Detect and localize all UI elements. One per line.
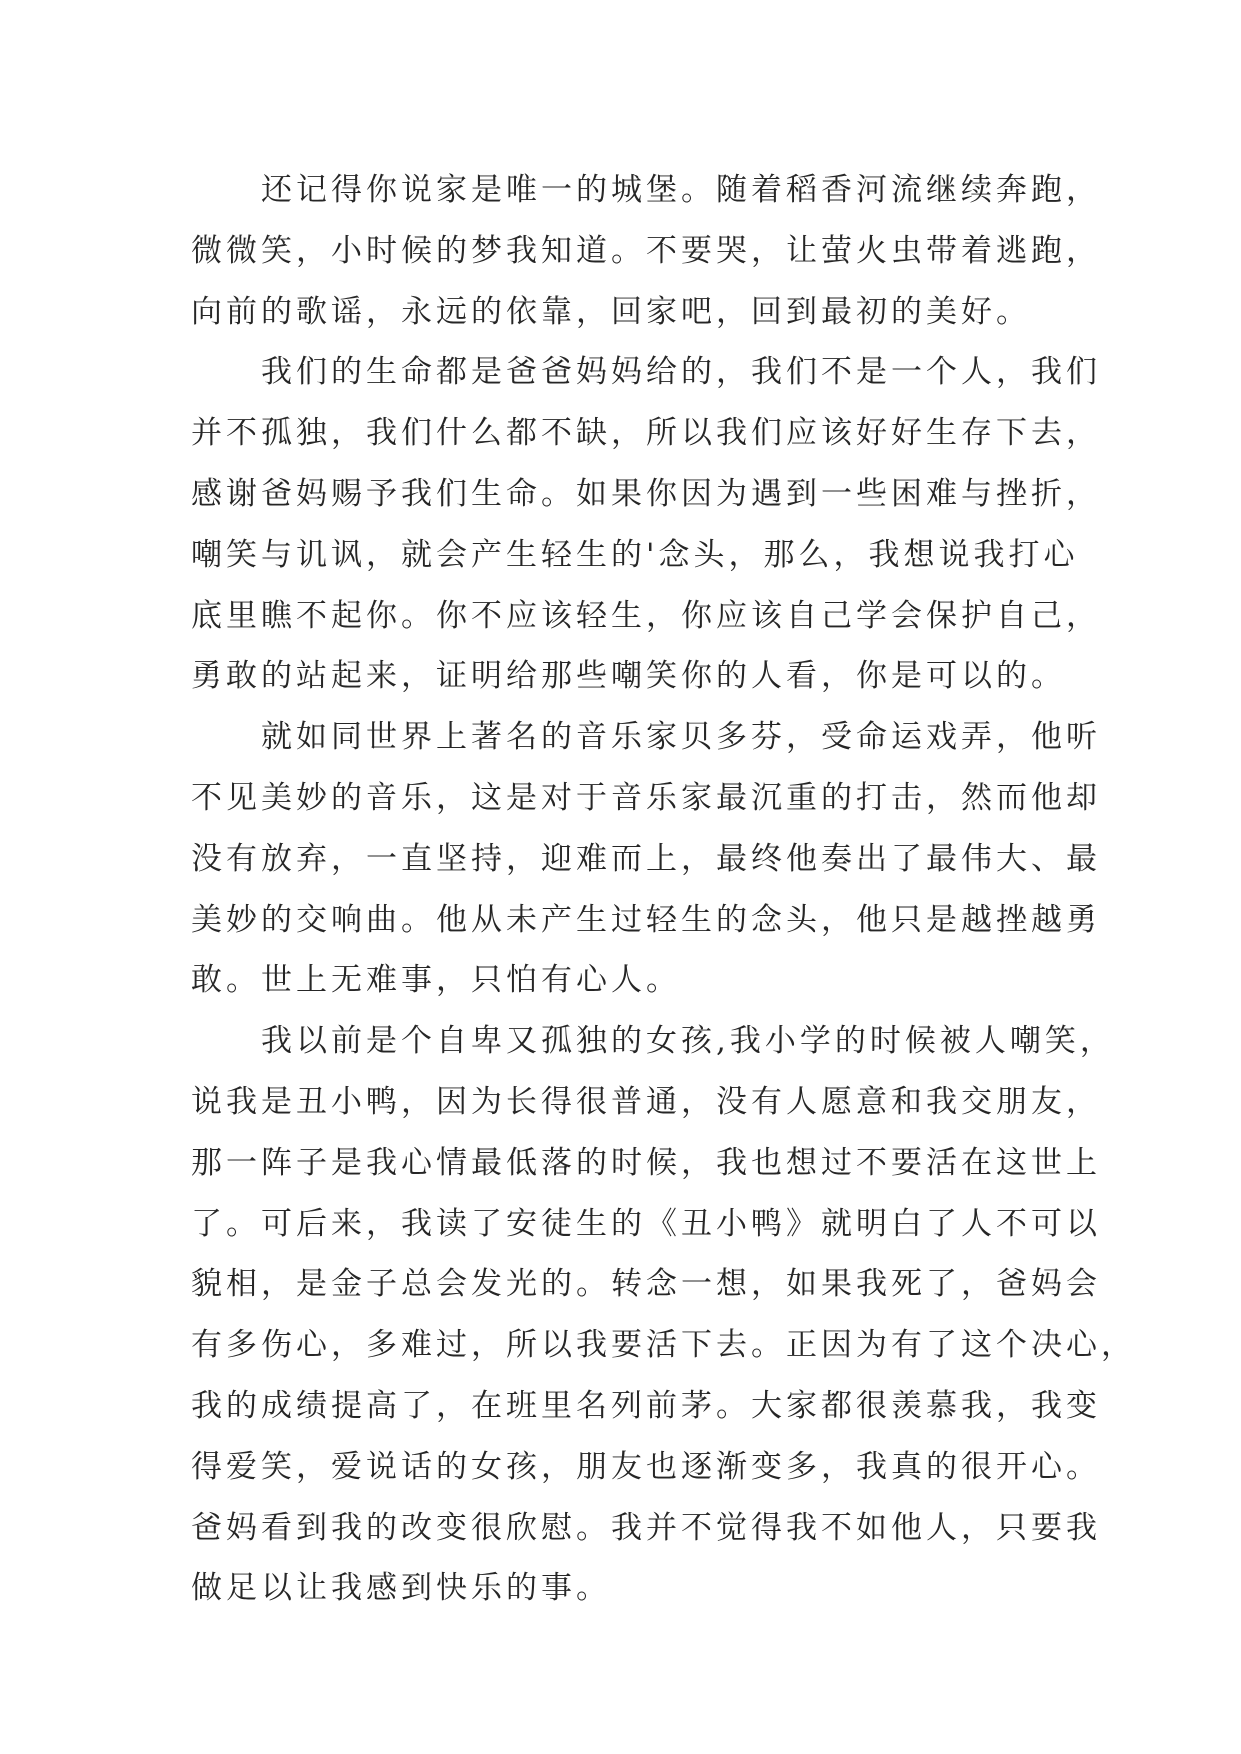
text-line: 底里瞧不起你。你不应该轻生，你应该自己学会保护自己， bbox=[191, 597, 1101, 634]
text-line: 我们的生命都是爸爸妈妈给的，我们不是一个人，我们 bbox=[261, 354, 1101, 391]
text-line: 勇敢的站起来，证明给那些嘲笑你的人看，你是可以的。 bbox=[191, 658, 1066, 695]
text-line: 说我是丑小鸭，因为长得很普通，没有人愿意和我交朋友， bbox=[191, 1083, 1101, 1120]
text-line: 我的成绩提高了，在班里名列前茅。大家都很羡慕我，我变 bbox=[191, 1387, 1101, 1424]
text-line: 我以前是个自卑又孤独的女孩,我小学的时候被人嘲笑， bbox=[261, 1023, 1115, 1060]
text-line: 貌相，是金子总会发光的。转念一想，如果我死了，爸妈会 bbox=[191, 1266, 1101, 1303]
text-line: 做足以让我感到快乐的事。 bbox=[191, 1570, 611, 1607]
text-line: 了。可后来，我读了安徒生的《丑小鸭》就明白了人不可以 bbox=[191, 1205, 1101, 1242]
text-line: 并不孤独，我们什么都不缺，所以我们应该好好生存下去， bbox=[191, 415, 1101, 452]
text-line: 微微笑，小时候的梦我知道。不要哭，让萤火虫带着逃跑， bbox=[191, 232, 1101, 269]
text-line: 那一阵子是我心情最低落的时候，我也想过不要活在这世上 bbox=[191, 1144, 1101, 1181]
text-line: 还记得你说家是唯一的城堡。随着稻香河流继续奔跑， bbox=[261, 172, 1101, 208]
paragraph-3 bbox=[191, 707, 1101, 1011]
paragraph-2 bbox=[191, 342, 1101, 707]
document-body bbox=[191, 160, 1136, 1619]
text-line: 感谢爸妈赐予我们生命。如果你因为遇到一些困难与挫折， bbox=[191, 475, 1101, 512]
paragraph-4 bbox=[191, 1011, 1136, 1619]
paragraph-1 bbox=[191, 160, 1101, 342]
text-line: 美妙的交响曲。他从未产生过轻生的念头，他只是越挫越勇 bbox=[191, 901, 1101, 938]
text-line: 不见美妙的音乐，这是对于音乐家最沉重的打击，然而他却 bbox=[191, 779, 1101, 816]
text-line: 爸妈看到我的改变很欣慰。我并不觉得我不如他人，只要我 bbox=[191, 1509, 1101, 1546]
text-line: 嘲笑与讥讽，就会产生轻生的'念头，那么，我想说我打心 bbox=[191, 536, 1079, 573]
text-line: 有多伤心，多难过，所以我要活下去。正因为有了这个决心， bbox=[191, 1327, 1136, 1364]
text-line: 敢。世上无难事，只怕有心人。 bbox=[191, 962, 681, 999]
text-line: 就如同世界上著名的音乐家贝多芬，受命运戏弄，他听 bbox=[261, 719, 1101, 756]
text-line: 得爱笑，爱说话的女孩，朋友也逐渐变多，我真的很开心。 bbox=[191, 1448, 1101, 1485]
text-line: 没有放弃，一直坚持，迎难而上，最终他奏出了最伟大、最 bbox=[191, 840, 1101, 877]
text-line: 向前的歌谣，永远的依靠，回家吧，回到最初的美好。 bbox=[191, 293, 1031, 330]
